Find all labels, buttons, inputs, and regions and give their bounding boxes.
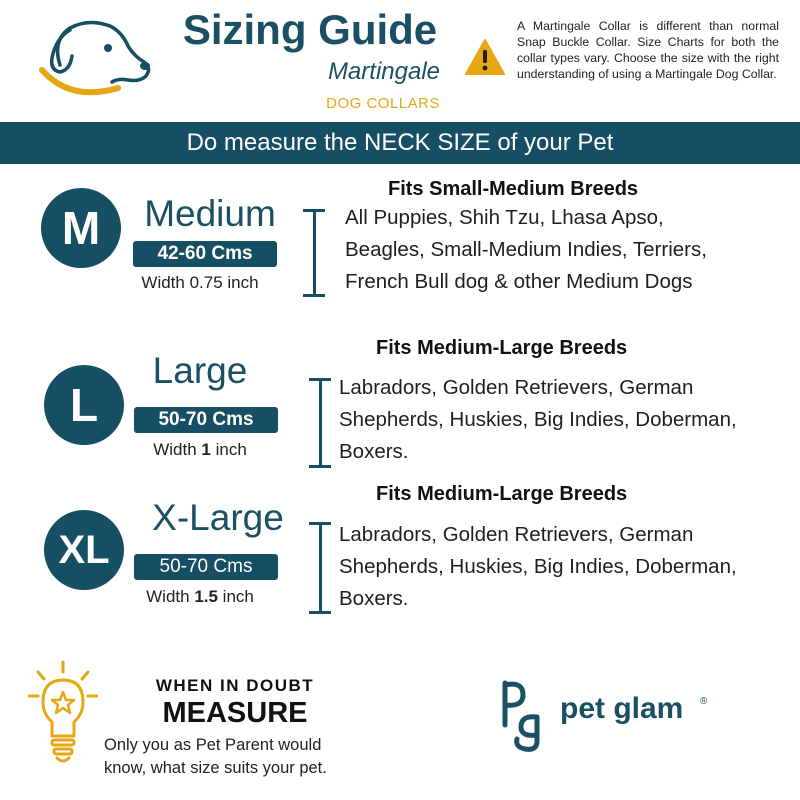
fits-title-xl: Fits Medium-Large Breeds [376, 483, 628, 505]
size-bracket-m [303, 209, 325, 297]
brand-name: pet glam [560, 692, 684, 725]
size-name-l: Large [152, 350, 248, 391]
size-bracket-l [309, 378, 331, 468]
doubt-text: Only you as Pet Parent would know, what size suits your pet. [104, 736, 327, 777]
pg-monogram-icon [493, 675, 553, 755]
breeds-list-l: Labradors, Golden Retrievers, German Shepherds, Huskies, Big Indies, Doberman, Boxers. [339, 376, 737, 463]
lightbulb-star-icon [28, 660, 98, 780]
page-subtitle: Martingale [327, 58, 440, 85]
size-bracket-xl [309, 522, 331, 614]
doubt-heading: WHEN IN DOUBT [155, 676, 315, 695]
fits-title-l: Fits Medium-Large Breeds [376, 337, 628, 359]
size-badge-l: L [44, 365, 124, 445]
size-badge-xl: XL [44, 510, 124, 590]
breeds-list-xl: Labradors, Golden Retrievers, German Shepherds, Huskies, Big Indies, Doberman, Boxers. [339, 523, 737, 610]
dog-head-icon [30, 10, 155, 105]
size-name-m: Medium [144, 193, 276, 234]
page-title: Sizing Guide [182, 6, 438, 53]
measure-banner: Do measure the NECK SIZE of your Pet [0, 122, 800, 164]
page-subtitle-2: DOG COLLARS [326, 95, 440, 112]
size-cms-xl: 50-70 Cms [134, 554, 278, 580]
size-width-xl: Width 1.5 inch [146, 587, 254, 606]
size-cms-l: 50-70 Cms [134, 407, 278, 433]
doubt-measure: MEASURE [162, 697, 308, 729]
fits-title-m: Fits Small-Medium Breeds [388, 178, 639, 200]
breeds-list-m: All Puppies, Shih Tzu, Lhasa Apso, Beagles, Small-Medium Indies, Terriers, French Bull dog & other Medium Dogs [345, 206, 707, 293]
brand-registered-mark: ® [700, 696, 708, 707]
size-width-m: Width 0.75 inch [141, 273, 259, 292]
size-cms-m: 42-60 Cms [133, 241, 277, 267]
martingale-note: A Martingale Collar is different than normal Snap Buckle Collar. Size Charts for both the collar types vary. Choose the size with the right understanding of using a Martingale Dog Collar. [517, 19, 779, 81]
warning-icon [464, 38, 506, 76]
size-name-xl: X-Large [152, 497, 284, 538]
size-badge-m: M [41, 188, 121, 268]
size-width-l: Width 1 inch [153, 440, 247, 459]
